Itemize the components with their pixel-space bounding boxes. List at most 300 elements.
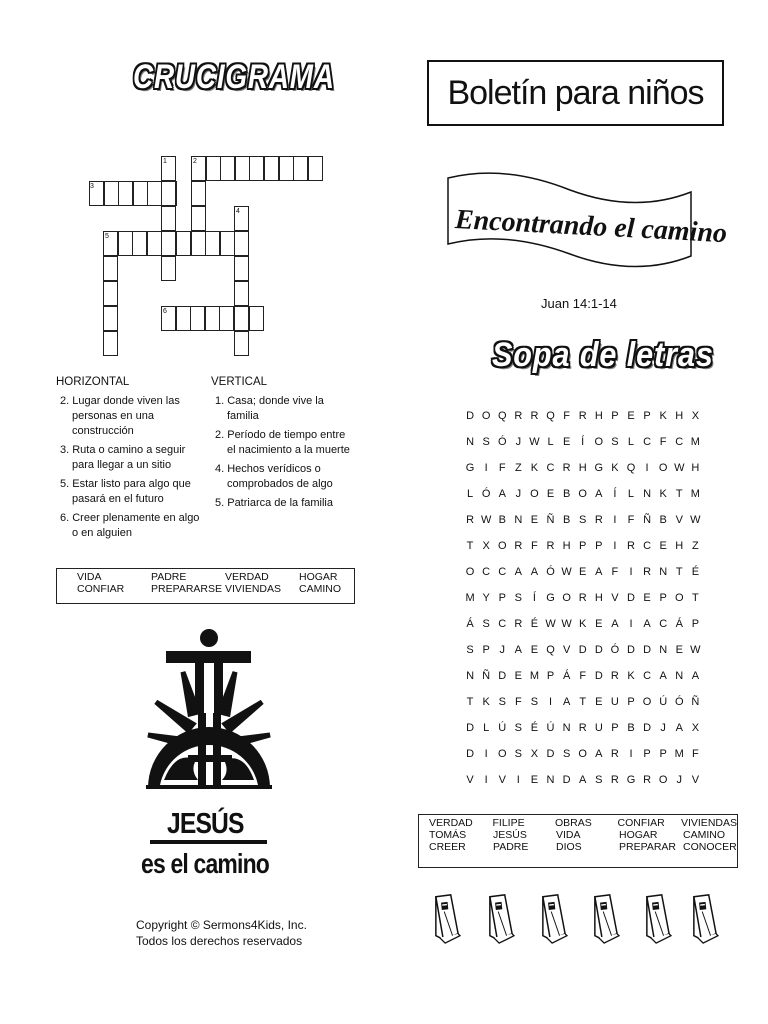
crossword-cell[interactable] [234,331,249,356]
bible-icon [539,893,569,945]
wordsearch-letter[interactable]: A [595,566,603,578]
wordsearch-letter[interactable]: Á [675,618,683,630]
wordsearch-letter[interactable]: X [691,410,700,422]
wordsearch-letter[interactable]: P [659,592,667,604]
wordsearch-letter[interactable]: O [578,748,587,760]
wordsearch-letter[interactable]: O [578,488,587,500]
wordsearch-letter[interactable]: R [643,566,652,578]
wordsearch-letter[interactable]: T [466,696,474,708]
wordsearch-letter[interactable]: A [643,618,651,630]
crossword-number: 3 [90,183,94,190]
wordsearch-letter[interactable]: T [675,566,683,578]
wordsearch-letter[interactable]: Ñ [482,670,491,682]
bank-row [77,583,354,595]
wordsearch-letter[interactable]: Ó [497,436,507,448]
wordsearch-letter[interactable]: R [530,410,539,422]
wordsearch-letter[interactable]: N [546,774,555,786]
wordsearch-letter[interactable]: Í [613,488,617,500]
crossword-cell[interactable] [205,306,220,331]
wordsearch-letter[interactable]: S [595,774,603,786]
wordsearch-letter[interactable]: O [562,592,571,604]
wordsearch-letter[interactable]: P [611,722,619,734]
crossword-cell[interactable] [308,156,323,181]
wordsearch-letter[interactable]: E [643,592,651,604]
wordsearch-letter[interactable]: V [498,774,506,786]
bank-row [429,829,737,841]
crossword-cell[interactable] [279,156,294,181]
crossword-cell[interactable] [205,231,220,256]
wordsearch-row [462,429,703,455]
wordsearch-letter[interactable]: E [675,644,683,656]
wordsearch-letter[interactable]: S [611,436,619,448]
wordsearch-letter[interactable]: N [675,670,684,682]
crossword-cell[interactable] [234,256,249,281]
wordsearch-letter[interactable]: R [610,748,619,760]
wordsearch-letter[interactable]: D [627,644,635,656]
crossword-cell[interactable] [103,281,118,306]
wordsearch-letter[interactable]: A [498,488,506,500]
wordsearch-letter[interactable]: V [562,644,571,656]
crossword-cell[interactable] [219,306,234,331]
wordsearch-letter[interactable]: Z [514,462,522,474]
wordsearch-letter[interactable]: F [531,540,538,552]
wordsearch-letter[interactable]: R [514,618,523,630]
wordsearch-letter[interactable]: K [579,618,587,630]
crossword-cell[interactable] [103,331,118,356]
wordsearch-letter[interactable]: R [578,592,587,604]
wordsearch-letter[interactable]: C [643,670,652,682]
wordsearch-letter[interactable]: P [643,748,651,760]
wordsearch-letter[interactable]: O [530,488,539,500]
wordsearch-letter[interactable]: D [578,644,587,656]
jesus-cross-logo [138,620,278,815]
wordsearch-word-bank [418,814,738,868]
wordsearch-letter[interactable]: A [659,670,667,682]
wordsearch-letter[interactable]: G [594,462,604,474]
wordsearch-letter[interactable]: B [562,514,571,526]
wordsearch-letter[interactable]: P [627,696,635,708]
wordsearch-letter[interactable]: E [595,696,603,708]
wordsearch-letter[interactable]: O [497,748,507,760]
wordsearch-letter[interactable]: A [562,696,571,708]
wordsearch-letter[interactable]: F [579,670,587,682]
wordsearch-letter[interactable]: E [530,644,539,656]
wordsearch-letter[interactable]: P [611,410,619,422]
wordsearch-letter[interactable]: X [482,540,490,552]
wordsearch-letter[interactable]: O [642,696,652,708]
wordsearch-letter[interactable]: Á [562,670,571,682]
wordsearch-letter[interactable]: F [563,410,570,422]
wordsearch-letter[interactable]: Ó [481,488,491,500]
wordsearch-letter[interactable]: M [529,670,539,682]
wordsearch-letter[interactable]: C [643,436,652,448]
wordsearch-letter[interactable]: X [691,722,700,734]
crossword-cell[interactable] [264,156,279,181]
wordsearch-letter[interactable]: W [561,618,572,630]
wordsearch-letter[interactable]: P [498,592,506,604]
wordsearch-letter[interactable]: O [497,540,507,552]
wordsearch-letter[interactable]: S [482,618,490,630]
wordsearch-letter[interactable]: H [594,410,603,422]
wordsearch-letter[interactable]: O [594,436,604,448]
bible-icon [432,893,462,945]
wordsearch-letter[interactable]: L [483,722,490,734]
wordsearch-letter[interactable]: D [466,722,475,734]
wordsearch-letter[interactable]: I [516,774,520,786]
wordsearch-letter[interactable]: K [482,696,490,708]
wordsearch-letter[interactable]: I [484,774,488,786]
wordsearch-letter[interactable]: H [594,592,603,604]
wordsearch-letter[interactable]: Ú [659,696,668,708]
wordsearch-letter[interactable]: N [514,514,523,526]
wordsearch-letter[interactable]: K [627,670,635,682]
wordsearch-letter[interactable]: U [610,696,619,708]
bible-icon [591,893,621,945]
crossword-cell[interactable] [191,231,206,256]
wordsearch-letter[interactable]: I [548,696,553,708]
wordsearch-letter[interactable]: S [514,722,522,734]
wordsearch-letter[interactable]: B [562,488,571,500]
vertical-clues [211,376,351,511]
wordsearch-letter[interactable]: D [643,722,652,734]
crossword-cell[interactable] [191,206,206,231]
crossword-cell[interactable] [220,231,235,256]
crossword-cell[interactable] [161,231,176,256]
wordsearch-letter[interactable]: Ñ [643,514,652,526]
wordsearch-letter[interactable]: Ñ [691,696,700,708]
crossword-cell[interactable] [234,231,249,256]
wordsearch-letter[interactable]: D [594,644,603,656]
wordsearch-letter[interactable]: Z [691,540,699,552]
wordsearch-letter[interactable]: J [676,774,683,786]
crossword-cell[interactable] [161,181,176,206]
wordsearch-letter[interactable]: O [674,592,684,604]
wordsearch-letter[interactable]: D [627,592,635,604]
wordsearch-letter[interactable]: W [690,514,701,526]
wordsearch-letter[interactable]: I [629,748,633,760]
wordsearch-letter[interactable]: R [578,410,587,422]
wordsearch-letter[interactable]: D [643,644,652,656]
wordsearch-letter[interactable]: R [514,410,523,422]
wordsearch-letter[interactable]: J [515,488,522,500]
wordsearch-row [462,507,703,533]
wordsearch-letter[interactable]: H [691,462,700,474]
wordsearch-letter[interactable]: M [690,436,700,448]
wordsearch-letter[interactable]: L [627,488,635,500]
bank-word: CONOCER [683,841,737,853]
wordsearch-letter[interactable]: E [514,670,522,682]
wordsearch-letter[interactable]: C [482,566,491,578]
wordsearch-letter[interactable]: C [659,618,668,630]
wordsearch-letter[interactable]: I [484,748,488,760]
wordsearch-letter[interactable]: A [691,670,700,682]
wordsearch-letter[interactable]: E [530,514,539,526]
wordsearch-letter[interactable]: T [579,696,587,708]
wordsearch-letter[interactable]: U [594,722,603,734]
wordsearch-letter[interactable]: M [690,488,700,500]
wordsearch-letter[interactable]: E [595,618,603,630]
wordsearch-letter[interactable]: T [466,540,474,552]
wordsearch-letter[interactable]: S [514,748,522,760]
wordsearch-letter[interactable]: W [674,462,685,474]
crossword-cell[interactable] [161,256,176,281]
wordsearch-letter[interactable]: P [691,618,700,630]
wordsearch-letter[interactable]: S [562,748,571,760]
wordsearch-letter[interactable]: C [675,436,684,448]
wordsearch-letter[interactable]: I [613,540,617,552]
wordsearch-letter[interactable]: I [484,462,488,474]
wordsearch-letter[interactable]: B [627,722,635,734]
wordsearch-letter[interactable]: A [530,566,539,578]
crossword-cell[interactable] [234,281,249,306]
wordsearch-letter[interactable]: Q [546,410,555,422]
wordsearch-letter[interactable]: H [675,410,684,422]
wordsearch-letter[interactable]: D [594,670,603,682]
wordsearch-letter[interactable]: K [611,462,619,474]
crossword-cell[interactable] [133,181,148,206]
wordsearch-letter[interactable]: P [579,540,587,552]
wordsearch-letter[interactable]: A [595,748,603,760]
wordsearch-letter[interactable]: W [690,644,701,656]
crossword-cell[interactable] [220,156,235,181]
wordsearch-row [462,559,703,585]
wordsearch-letter[interactable]: H [675,540,684,552]
wordsearch-letter[interactable]: N [659,644,668,656]
wordsearch-letter[interactable]: Í [581,436,585,448]
wordsearch-letter[interactable]: R [610,670,619,682]
wordsearch-letter[interactable]: F [659,436,667,448]
wordsearch-letter[interactable]: O [465,566,475,578]
wordsearch-letter[interactable]: V [691,774,700,786]
wordsearch-letter[interactable]: O [481,410,491,422]
wordsearch-letter[interactable]: G [546,592,555,604]
wordsearch-letter[interactable]: P [546,670,555,682]
wordsearch-letter[interactable]: I [613,514,617,526]
crossword-cell[interactable] [176,306,191,331]
horizontal-clues [56,376,206,541]
wordsearch-letter[interactable]: H [578,462,587,474]
wordsearch-letter[interactable]: F [611,566,619,578]
crossword-cell[interactable] [104,181,119,206]
bank-word: PADRE [493,841,529,853]
crossword-cell[interactable] [206,156,221,181]
wordsearch-letter[interactable]: Q [546,644,555,656]
wordsearch-letter[interactable]: A [579,774,587,786]
wordsearch-letter[interactable]: N [643,488,652,500]
wordsearch-letter[interactable]: J [660,722,666,734]
wordsearch-letter[interactable]: Ñ [546,514,555,526]
wordsearch-letter[interactable]: Q [497,410,507,422]
wordsearch-letter[interactable]: S [579,514,587,526]
crossword-cell[interactable] [249,306,264,331]
wordsearch-letter[interactable]: N [562,722,571,734]
crossword-cell[interactable] [103,306,118,331]
bible-icon [690,893,720,945]
bank-word: DIOS [556,841,582,853]
crossword-cell[interactable] [293,156,308,181]
wordsearch-letter[interactable]: I [645,462,649,474]
wordsearch-letter[interactable]: J [515,436,522,448]
wordsearch-letter[interactable]: M [674,748,684,760]
wordsearch-letter[interactable]: R [627,540,635,552]
wordsearch-letter[interactable]: Í [532,592,536,604]
wordsearch-letter[interactable]: F [691,748,699,760]
crossword-cell[interactable] [190,306,205,331]
wordsearch-letter[interactable]: W [545,618,556,630]
wordsearch-letter[interactable]: C [498,618,507,630]
wordsearch-letter[interactable]: A [514,566,522,578]
wordsearch-letter[interactable]: É [530,618,539,630]
wordsearch-letter[interactable]: A [611,618,619,630]
wordsearch-letter[interactable]: X [530,748,539,760]
wordsearch-letter[interactable]: J [499,644,505,656]
wordsearch-letter[interactable]: Q [626,462,636,474]
wordsearch-letter[interactable]: I [629,618,633,630]
wordsearch-letter[interactable]: K [659,410,667,422]
bible-icon [643,893,673,945]
wordsearch-letter[interactable]: F [514,696,522,708]
wordsearch-letter[interactable]: I [629,566,633,578]
wordsearch-letter[interactable]: S [514,592,522,604]
wordsearch-letter[interactable]: K [530,462,539,474]
wordsearch-letter[interactable]: E [546,488,555,500]
wordsearch-letter[interactable]: W [561,566,572,578]
wordsearch-letter[interactable]: É [691,566,700,578]
wordsearch-letter[interactable]: R [643,774,652,786]
wordsearch-letter[interactable]: W [529,436,540,448]
wordsearch-letter[interactable]: Ó [674,696,684,708]
wordsearch-letter[interactable]: E [562,436,571,448]
wordsearch-letter[interactable]: T [675,488,683,500]
wordsearch-letter[interactable]: P [595,540,603,552]
wordsearch-letter[interactable]: B [498,514,506,526]
crossword-cell[interactable] [161,206,176,231]
wordsearch-letter[interactable]: P [659,748,667,760]
wordsearch-letter[interactable]: R [562,462,571,474]
wordsearch-letter[interactable]: V [611,592,619,604]
wordsearch-letter[interactable]: Ó [546,566,555,578]
crossword-number: 5 [105,233,109,240]
wordsearch-row [462,689,703,715]
wordsearch-letter[interactable]: G [465,462,475,474]
wordsearch-letter[interactable]: O [658,774,668,786]
crossword-cell[interactable] [191,181,206,206]
wordsearch-letter[interactable]: R [466,514,475,526]
wordsearch-letter[interactable]: R [546,540,555,552]
crossword-number: 1 [163,158,167,165]
wordsearch-letter[interactable]: M [465,592,475,604]
wordsearch-letter[interactable]: R [594,514,603,526]
crossword-cell[interactable] [249,156,264,181]
crossword-cell[interactable] [147,231,162,256]
wordsearch-row [462,741,703,767]
wordsearch-letter[interactable]: F [627,514,635,526]
bulletin-title: Boletín para niños [447,74,704,112]
wordsearch-letter[interactable]: L [547,436,554,448]
bank-word: VERDAD [225,571,269,583]
wordsearch-letter[interactable]: É [530,722,539,734]
wordsearch-letter[interactable]: T [691,592,699,604]
wordsearch-letter[interactable]: A [595,488,603,500]
wordsearch-row [462,611,703,637]
bank-word: VIDA [77,571,102,583]
wordsearch-letter[interactable]: E [659,540,667,552]
wordsearch-letter[interactable]: N [659,566,668,578]
bank-row [429,817,737,829]
wordsearch-letter[interactable]: S [466,644,474,656]
wordsearch-row [462,455,703,481]
wordsearch-letter[interactable]: D [562,774,571,786]
bank-word: OBRAS [554,817,592,829]
wordsearch-letter[interactable]: D [466,410,475,422]
bank-word: CREER [429,841,466,853]
wordsearch-letter[interactable]: A [675,722,683,734]
wordsearch-letter[interactable]: Ó [610,644,620,656]
wordsearch-letter[interactable]: F [498,462,506,474]
wordsearch-letter[interactable]: L [627,436,635,448]
clue-h5: 5. Estar listo para algo que pasará en el futuro [60,478,191,505]
crossword-cell[interactable] [235,156,250,181]
wordsearch-letter[interactable]: S [498,696,506,708]
wordsearch-letter[interactable]: Ú [546,722,555,734]
wordsearch-letter[interactable]: V [675,514,683,526]
wordsearch-letter[interactable]: E [530,774,539,786]
crossword-cell[interactable] [234,306,249,331]
wordsearch-letter[interactable]: P [643,410,651,422]
wordsearch-letter[interactable]: O [658,462,668,474]
wordsearch-letter[interactable]: S [530,696,539,708]
crossword-cell[interactable] [118,231,133,256]
wordsearch-letter[interactable]: D [498,670,507,682]
crossword-cell[interactable] [118,181,133,206]
wordsearch-letter[interactable]: S [482,436,490,448]
wordsearch-letter[interactable]: C [498,566,507,578]
wordsearch-letter[interactable]: R [578,722,587,734]
bank-word: VERDAD [429,817,473,829]
crossword-number: 4 [236,208,240,215]
wordsearch-letter[interactable]: Y [482,592,490,604]
wordsearch-letter[interactable]: V [466,774,474,786]
wordsearch-letter[interactable]: Ú [498,722,507,734]
wordsearch-letter[interactable]: D [546,748,555,760]
wordsearch-letter[interactable]: E [579,566,587,578]
wordsearch-letter[interactable]: C [643,540,652,552]
wordsearch-letter[interactable]: W [480,514,492,526]
wordsearch-letter[interactable]: A [514,644,522,656]
wordsearch-letter[interactable]: D [466,748,475,760]
wordsearch-letter[interactable]: P [482,644,490,656]
wordsearch-letter[interactable]: R [514,540,523,552]
wordsearch-letter[interactable]: K [659,488,667,500]
wordsearch-letter[interactable]: N [466,436,475,448]
clue-v2: 2. Período de tiempo entre el nacimiento a la muerte [215,429,350,456]
wordsearch-letter[interactable]: G [626,774,636,786]
wordsearch-letter[interactable]: Á [466,618,474,630]
wordsearch-letter[interactable]: N [466,670,475,682]
wordsearch-letter[interactable]: R [610,774,619,786]
crossword-title: CRUCIGRAMA [133,58,335,96]
crossword-cell[interactable] [103,256,118,281]
logo-tagline: es el camino [141,848,269,879]
crossword-cell[interactable] [176,231,191,256]
wordsearch-letter[interactable]: B [659,514,667,526]
wordsearch-letter[interactable]: C [546,462,555,474]
wordsearch-letter[interactable]: H [562,540,571,552]
crossword-cell[interactable] [132,231,147,256]
wordsearch-letter[interactable]: E [627,410,635,422]
scripture-reference: Juan 14:1-14 [541,296,617,311]
wordsearch-letter[interactable]: L [466,488,474,500]
